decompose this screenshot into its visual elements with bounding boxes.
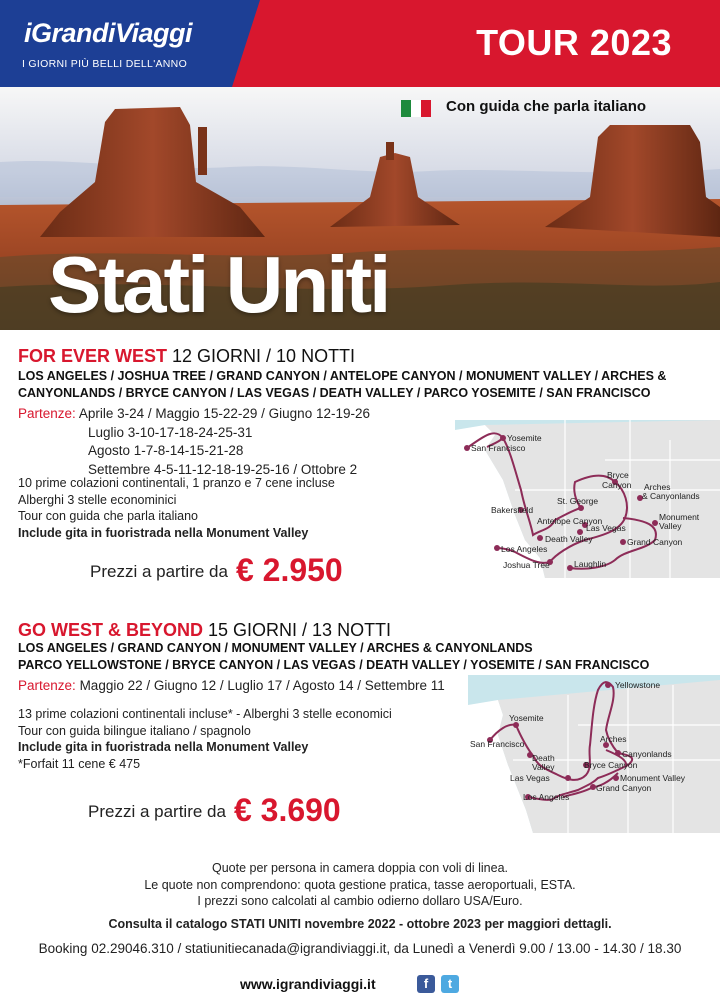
map-label-death-valley: Death <box>532 753 555 763</box>
map-label-joshua-tree: Joshua Tree <box>503 560 550 570</box>
header-banner <box>0 0 720 87</box>
tour2-footnote: *Forfait 11 cene € 475 <box>18 756 141 771</box>
tour1-departure-line: Settembre 4-5-11-12-18-19-25-16 / Ottobre 2 <box>88 461 358 477</box>
map-label-los-angeles: Los Angeles <box>523 792 570 802</box>
tour2-departures <box>18 677 445 696</box>
map-label-bryce-canyon: Canyon <box>602 480 632 490</box>
tour1-departures <box>18 405 370 479</box>
map-label-grand-canyon: Grand Canyon <box>627 537 683 547</box>
tour1-price <box>90 552 343 589</box>
tour2-departures-label: Partenze: <box>18 678 76 693</box>
pricing-notes <box>0 860 720 910</box>
tour1-departure-line: Agosto 1-7-8-14-15-21-28 <box>88 443 244 458</box>
map-label-monument-valley: Valley <box>659 521 682 531</box>
map-label-st-george: St. George <box>557 496 599 506</box>
logo-panel <box>0 0 260 87</box>
map-label-canyonlands: Canyonlands <box>622 749 672 759</box>
map-label-las-vegas: Las Vegas <box>510 773 550 783</box>
map-label-monument-valley: Monument Valley <box>620 773 686 783</box>
hero-image <box>0 87 720 330</box>
map-label-antelope-canyon: Antelope Canyon <box>537 516 603 526</box>
booking-contact[interactable]: Booking 02.29046.310 / statiunitiecanada@igrandiviaggi.it, da Lunedì a Venerdì 9.00 / 13.00 - 14.30 / 18.30 <box>38 941 682 956</box>
map-label-las-vegas: Las Vegas <box>586 523 626 533</box>
tour1-feature: 10 prime colazioni continentali, 1 pranzo e 7 cene incluse <box>18 476 335 490</box>
tour1-title <box>18 346 355 367</box>
map-label-bryce-canyon: Bryce <box>607 470 629 480</box>
map-label-grand-canyon: Grand Canyon <box>596 783 652 793</box>
website-link[interactable]: www.igrandiviaggi.it <box>240 976 376 992</box>
tour-year-title: TOUR 2023 <box>476 22 672 63</box>
tour1-highlight: Include gita in fuoristrada nella Monument Valley <box>18 525 309 540</box>
catalog-note: Consulta il catalogo STATI UNITI novembre 2022 - ottobre 2023 per maggiori dettagli. <box>108 917 612 931</box>
twitter-icon[interactable]: t <box>441 975 459 993</box>
tour1-duration: 12 GIORNI / 10 NOTTI <box>167 346 356 366</box>
map-label-bryce-canyon: Bryce Canyon <box>584 760 638 770</box>
destination-title: Stati Uniti <box>48 240 389 329</box>
tour2-features <box>18 706 392 772</box>
tour2-feature: Tour con guida bilingue italiano / spagnolo <box>18 723 251 738</box>
tour2-duration: 15 GIORNI / 13 NOTTI <box>203 620 392 640</box>
pricing-note: Le quote non comprendono: quota gestione pratica, tasse aeroportuali, ESTA. <box>144 877 576 892</box>
map-label-monument-valley: Monument <box>659 512 700 522</box>
tour1-departure-line: Aprile 3-24 / Maggio 15-22-29 / Giugno 12-19-26 <box>78 406 370 421</box>
map-label-laughlin: Laughlin <box>574 559 607 569</box>
tour2-route-line: PARCO YELLOWSTONE / BRYCE CANYON / LAS VEGAS / DEATH VALLEY / YOSEMITE / SAN FRANCISCO <box>18 658 650 672</box>
map-label-san-francisco: San Francisco <box>470 739 525 749</box>
brand-logo[interactable]: iGrandiViaggi <box>24 18 193 48</box>
map-label-arches: Arches <box>644 482 671 492</box>
map-label-yosemite: Yosemite <box>509 713 544 723</box>
tour2-price <box>88 792 341 829</box>
brand-tagline: I GIORNI PIÙ BELLI DELL'ANNO <box>22 58 188 70</box>
tour2-route-map <box>468 675 720 833</box>
tour2-map <box>468 675 720 833</box>
tour2-title <box>18 620 391 641</box>
map-label-san-francisco: San Francisco <box>471 443 526 453</box>
tour1-feature: Alberghi 3 stelle econominici <box>18 492 177 507</box>
tour2-route <box>18 640 718 674</box>
tour2-departure-line: Maggio 22 / Giugno 12 / Luglio 17 / Agosto 14 / Settembre 11 <box>79 678 445 693</box>
tour1-route: LOS ANGELES / JOSHUA TREE / GRAND CANYON / ANTELOPE CANYON / MONUMENT VALLEY / ARCHES & CANYONLANDS / BRYCE CANYON / LAS VEGAS / DEATH VALLEY / PARCO YOSEMITE / SAN FRANCISCO <box>18 369 667 400</box>
pricing-note: Quote per persona in camera doppia con voli di linea. <box>211 861 508 875</box>
tour1-name: FOR EVER WEST <box>18 346 168 366</box>
map-label-canyonlands: & Canyonlands <box>642 491 700 501</box>
tour1-price-label: Prezzi a partire da <box>90 562 228 581</box>
facebook-icon[interactable]: f <box>417 975 435 993</box>
tour2-price-label: Prezzi a partire da <box>88 802 226 821</box>
tour2-name: GO WEST & BEYOND <box>18 620 204 640</box>
map-label-bakersfield: Bakersfield <box>491 505 534 515</box>
tour1-features <box>18 475 335 541</box>
tour2-feature: 13 prime colazioni continentali incluse* - Alberghi 3 stelle economici <box>18 707 392 721</box>
tour1-route-map <box>455 420 720 578</box>
tour2-highlight: Include gita in fuoristrada nella Monument Valley <box>18 740 309 754</box>
tour1-feature: Tour con guida che parla italiano <box>18 509 198 523</box>
italian-flag-icon <box>401 100 431 117</box>
tour1-price-value: € 2.950 <box>235 552 343 588</box>
map-label-yosemite: Yosemite <box>507 433 542 443</box>
italian-guide-label: Con guida che parla italiano <box>446 98 647 115</box>
map-label-arches: Arches <box>600 734 627 744</box>
tour1-departures-label: Partenze: <box>18 406 76 421</box>
map-label-yellowstone: Yellowstone <box>615 680 661 690</box>
tour1-map <box>455 420 720 578</box>
map-label-death-valley: Valley <box>532 762 555 772</box>
tour1-departure-line: Luglio 3-10-17-18-24-25-31 <box>88 424 253 440</box>
tour2-route-line: LOS ANGELES / GRAND CANYON / MONUMENT VALLEY / ARCHES & CANYONLANDS <box>18 641 533 655</box>
pricing-note: I prezzi sono calcolati al cambio odierno dollaro USA/Euro. <box>197 894 523 908</box>
map-label-death-valley: Death Valley <box>545 534 593 544</box>
map-label-los-angeles: Los Angeles <box>501 544 548 554</box>
tour2-price-value: € 3.690 <box>233 792 341 828</box>
